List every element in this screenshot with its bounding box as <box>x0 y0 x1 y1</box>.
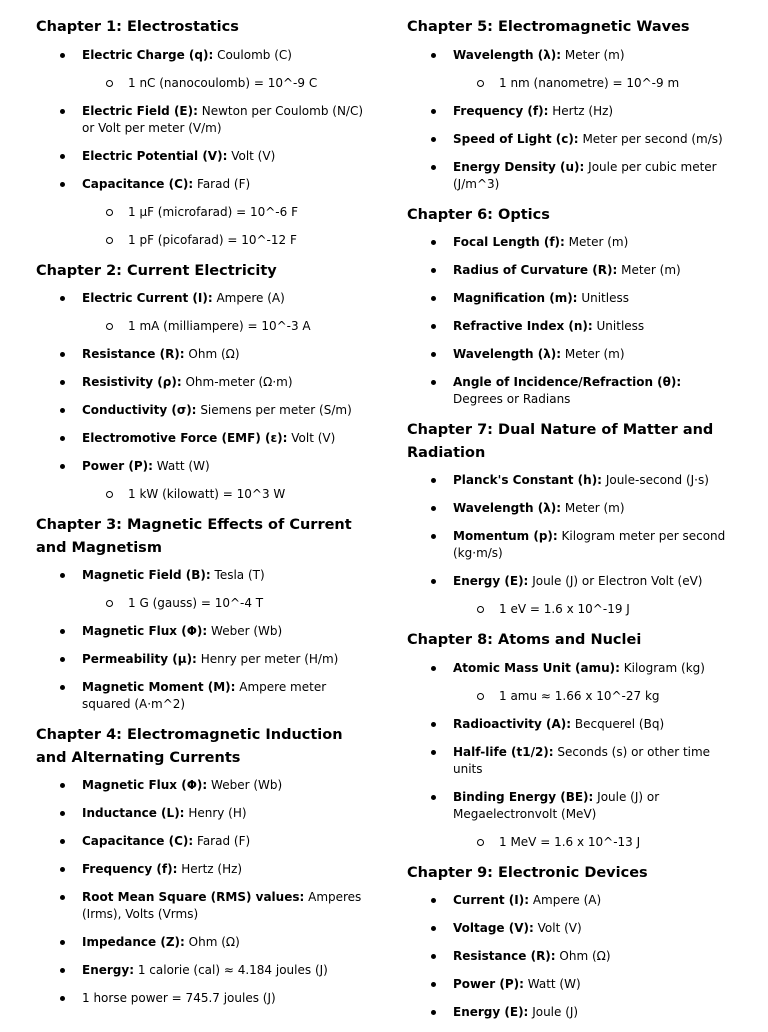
unit-description: Degrees or Radians <box>453 392 571 406</box>
quantity-term: Electric Field (E): <box>82 103 198 118</box>
unit-list-item <box>36 346 368 363</box>
unit-description: Ampere meter squared (A·m^2) <box>82 680 327 711</box>
quantity-term: Energy Density (u): <box>453 159 585 174</box>
chapter-title: Chapter 2: Current Electricity <box>36 262 277 279</box>
unit-description: Meter (m) <box>564 47 625 62</box>
chapter-section <box>36 724 368 1007</box>
quantity-term: Power (P): <box>453 977 524 991</box>
unit-description: Ohm (Ω) <box>188 347 240 361</box>
quantity-term: Half-life (t1/2): <box>453 744 554 759</box>
unit-list <box>36 290 368 503</box>
quantity-term: Binding Energy (BE): <box>453 789 594 804</box>
conversion-sub-item: 1 eV = 1.6 x 10^-19 J <box>407 601 732 618</box>
unit-description: Ohm-meter (Ω·m) <box>185 375 293 389</box>
unit-description: Meter (m) <box>564 347 625 361</box>
quantity-term: Inductance (L): <box>82 806 185 820</box>
quantity-term: Wavelength (λ): <box>453 47 562 62</box>
unit-list <box>407 47 732 193</box>
unit-list-item <box>36 934 368 951</box>
quantity-term: Resistance (R): <box>82 347 185 361</box>
chapter-section <box>407 204 732 409</box>
unit-description: Henry (H) <box>188 806 247 820</box>
unit-list-item <box>407 716 732 733</box>
unit-description: Joule (J) or Megaelectronvolt (MeV) <box>453 789 660 821</box>
unit-description: Newton per Coulomb (N/C) or Volt per meter (V/m) <box>82 103 364 135</box>
chapter-section <box>36 514 368 713</box>
quantity-term: Magnetic Flux (Φ): <box>82 778 208 792</box>
quantity-term: Energy: <box>82 963 135 977</box>
quantity-term: Power (P): <box>82 459 153 473</box>
chapter-section <box>407 629 732 851</box>
unit-description: Meter per second (m/s) <box>582 131 723 146</box>
unit-list-item <box>407 528 732 562</box>
quantity-term: Atomic Mass Unit (amu): <box>453 660 620 675</box>
quantity-term: Permeability (μ): <box>82 652 197 666</box>
quantity-term: Capacitance (C): <box>82 834 194 848</box>
unit-list-item <box>407 1004 732 1021</box>
conversion-sub-item: 1 amu ≈ 1.66 x 10^-27 kg <box>407 688 732 705</box>
unit-description: Meter (m) <box>621 263 681 277</box>
unit-list-item <box>36 458 368 475</box>
unit-list-item <box>36 651 368 668</box>
unit-list-item <box>407 159 732 193</box>
unit-list <box>407 660 732 851</box>
unit-list-item <box>407 892 732 909</box>
chapter-section <box>407 419 732 618</box>
conversion-sub-item: 1 kW (kilowatt) = 10^3 W <box>36 486 368 503</box>
quantity-term: Impedance (Z): <box>82 935 185 949</box>
unit-list-item <box>407 346 732 363</box>
quantity-term: Electric Potential (V): <box>82 148 228 163</box>
unit-list-item <box>407 47 732 64</box>
unit-list-item <box>36 47 368 64</box>
unit-list-item <box>36 889 368 923</box>
quantity-term: Magnetic Moment (M): <box>82 680 236 694</box>
unit-description: Watt (W) <box>156 459 210 473</box>
unit-list-item <box>407 573 732 590</box>
conversion-sub-item: 1 µF (microfarad) = 10^-6 F <box>36 204 368 221</box>
quantity-term: Wavelength (λ): <box>453 501 562 515</box>
quantity-term: Radioactivity (A): <box>453 716 572 731</box>
conversion-sub-item: 1 G (gauss) = 10^-4 T <box>36 595 368 612</box>
unit-description: Siemens per meter (S/m) <box>200 403 352 417</box>
unit-list-item <box>407 103 732 120</box>
quantity-term: Electric Current (I): <box>82 291 213 305</box>
chapter-title: Chapter 8: Atoms and Nuclei <box>407 632 642 648</box>
unit-description: Amperes (Irms), Volts (Vrms) <box>82 890 362 921</box>
unit-list-item <box>407 131 732 148</box>
chapter-title: Chapter 9: Electronic Devices <box>407 864 648 881</box>
unit-list-item <box>407 234 732 251</box>
unit-description: Unitless <box>596 319 645 333</box>
quantity-term: Wavelength (λ): <box>453 347 562 361</box>
unit-description: Ohm (Ω) <box>559 949 611 963</box>
unit-description: Unitless <box>581 291 629 305</box>
unit-list-item <box>36 962 368 979</box>
unit-list-item <box>36 567 368 584</box>
chapter-title: Chapter 4: Electromagnetic Induction and Alternating Currents <box>36 727 343 766</box>
unit-list-item <box>36 833 368 850</box>
chapter-title: Chapter 3: Magnetic Effects of Current and Magnetism <box>36 517 352 556</box>
unit-description: Becquerel (Bq) <box>574 716 665 731</box>
chapter-title: Chapter 7: Dual Nature of Matter and Radiation <box>407 422 714 461</box>
unit-description: Ampere (A) <box>216 291 285 305</box>
quantity-term: Frequency (f): <box>82 862 178 876</box>
unit-description: 1 horse power = 745.7 joules (J) <box>82 991 276 1005</box>
unit-list-item <box>36 103 368 137</box>
quantity-term: Resistance (R): <box>453 949 556 963</box>
quantity-term: Conductivity (σ): <box>82 403 197 417</box>
unit-description: Kilogram (kg) <box>623 660 705 675</box>
unit-list-item <box>407 789 732 823</box>
conversion-sub-item: 1 pF (picofarad) = 10^-12 F <box>36 232 368 249</box>
chapter-section <box>407 16 732 193</box>
unit-description: Kilogram meter per second (kg·m/s) <box>453 529 726 560</box>
unit-list <box>36 47 368 249</box>
right-column <box>407 16 732 1032</box>
quantity-term: Magnification (m): <box>453 291 578 305</box>
quantity-term: Frequency (f): <box>453 103 549 118</box>
unit-list-item <box>36 990 368 1007</box>
conversion-sub-item: 1 nm (nanometre) = 10^-9 m <box>407 75 732 92</box>
unit-list-item <box>407 318 732 335</box>
unit-list <box>36 777 368 1007</box>
unit-description: Farad (F) <box>197 834 251 848</box>
quantity-term: Electromotive Force (EMF) (ε): <box>82 431 288 445</box>
quantity-term: Electric Charge (q): <box>82 47 214 62</box>
conversion-sub-item: 1 nC (nanocoulomb) = 10^-9 C <box>36 75 368 92</box>
unit-list <box>407 472 732 618</box>
quantity-term: Resistivity (ρ): <box>82 375 182 389</box>
unit-description: Seconds (s) or other time units <box>453 744 711 776</box>
unit-list-item <box>407 920 732 937</box>
conversion-sub-item: 1 mA (milliampere) = 10^-3 A <box>36 318 368 335</box>
unit-list-item <box>36 679 368 713</box>
unit-list-item <box>407 472 732 489</box>
quantity-term: Angle of Incidence/Refraction (θ): <box>453 375 682 389</box>
quantity-term: Energy (E): <box>453 574 529 588</box>
unit-list-item <box>36 861 368 878</box>
unit-description: Joule per cubic meter (J/m^3) <box>453 159 717 191</box>
unit-description: Hertz (Hz) <box>181 862 243 876</box>
chapter-title: Chapter 5: Electromagnetic Waves <box>407 19 690 35</box>
unit-description: Meter (m) <box>568 235 629 249</box>
unit-description: Ohm (Ω) <box>188 935 240 949</box>
unit-list-item <box>36 374 368 391</box>
unit-list <box>36 567 368 713</box>
quantity-term: Voltage (V): <box>453 921 534 935</box>
quantity-term: Focal Length (f): <box>453 235 565 249</box>
quantity-term: Refractive Index (n): <box>453 319 593 333</box>
chapter-section <box>407 862 732 1022</box>
chapter-title: Chapter 1: Electrostatics <box>36 19 239 35</box>
unit-list-item <box>407 290 732 307</box>
unit-description: Joule (J) <box>532 1005 579 1019</box>
unit-list-item <box>36 805 368 822</box>
quantity-term: Radius of Curvature (R): <box>453 263 618 277</box>
unit-list-item <box>407 660 732 677</box>
unit-description: Joule-second (J·s) <box>605 473 709 487</box>
unit-description: 1 calorie (cal) ≈ 4.184 joules (J) <box>137 963 328 977</box>
unit-list-item <box>407 744 732 778</box>
unit-list-item <box>36 148 368 165</box>
unit-list-item <box>36 623 368 640</box>
unit-description: Henry per meter (H/m) <box>200 652 339 666</box>
unit-description: Hertz (Hz) <box>552 103 614 118</box>
unit-description: Ampere (A) <box>532 893 602 907</box>
unit-list-item <box>407 500 732 517</box>
unit-list <box>407 234 732 408</box>
unit-list-item <box>407 948 732 965</box>
chapter-section <box>36 16 368 249</box>
unit-description: Volt (V) <box>291 431 336 445</box>
quantity-term: Capacitance (C): <box>82 176 194 191</box>
unit-description: Watt (W) <box>527 977 581 991</box>
unit-list-item <box>407 976 732 993</box>
unit-list-item <box>36 402 368 419</box>
unit-description: Tesla (T) <box>214 568 265 582</box>
quantity-term: Magnetic Field (B): <box>82 568 211 582</box>
chapter-title: Chapter 6: Optics <box>407 206 550 223</box>
chapter-section <box>36 260 368 504</box>
unit-description: Volt (V) <box>231 148 276 163</box>
unit-list-item <box>407 262 732 279</box>
unit-description: Coulomb (C) <box>217 47 292 62</box>
unit-description: Farad (F) <box>197 176 251 191</box>
unit-list-item <box>407 374 732 408</box>
unit-list <box>407 892 732 1021</box>
unit-list-item <box>36 290 368 307</box>
quantity-term: Magnetic Flux (Φ): <box>82 624 208 638</box>
unit-list-item <box>36 176 368 193</box>
unit-description: Weber (Wb) <box>211 778 283 792</box>
quantity-term: Energy (E): <box>453 1005 529 1019</box>
conversion-sub-item: 1 MeV = 1.6 x 10^-13 J <box>407 834 732 851</box>
unit-list-item <box>36 777 368 794</box>
unit-description: Volt (V) <box>537 921 582 935</box>
unit-description: Joule (J) or Electron Volt (eV) <box>532 574 703 588</box>
quantity-term: Root Mean Square (RMS) values: <box>82 890 305 904</box>
quantity-term: Planck's Constant (h): <box>453 473 602 487</box>
left-column <box>36 16 368 1018</box>
unit-description: Meter (m) <box>564 501 625 515</box>
quantity-term: Current (I): <box>453 893 530 907</box>
unit-description: Weber (Wb) <box>211 624 283 638</box>
unit-list-item <box>36 430 368 447</box>
quantity-term: Speed of Light (c): <box>453 131 579 146</box>
quantity-term: Momentum (p): <box>453 529 558 543</box>
